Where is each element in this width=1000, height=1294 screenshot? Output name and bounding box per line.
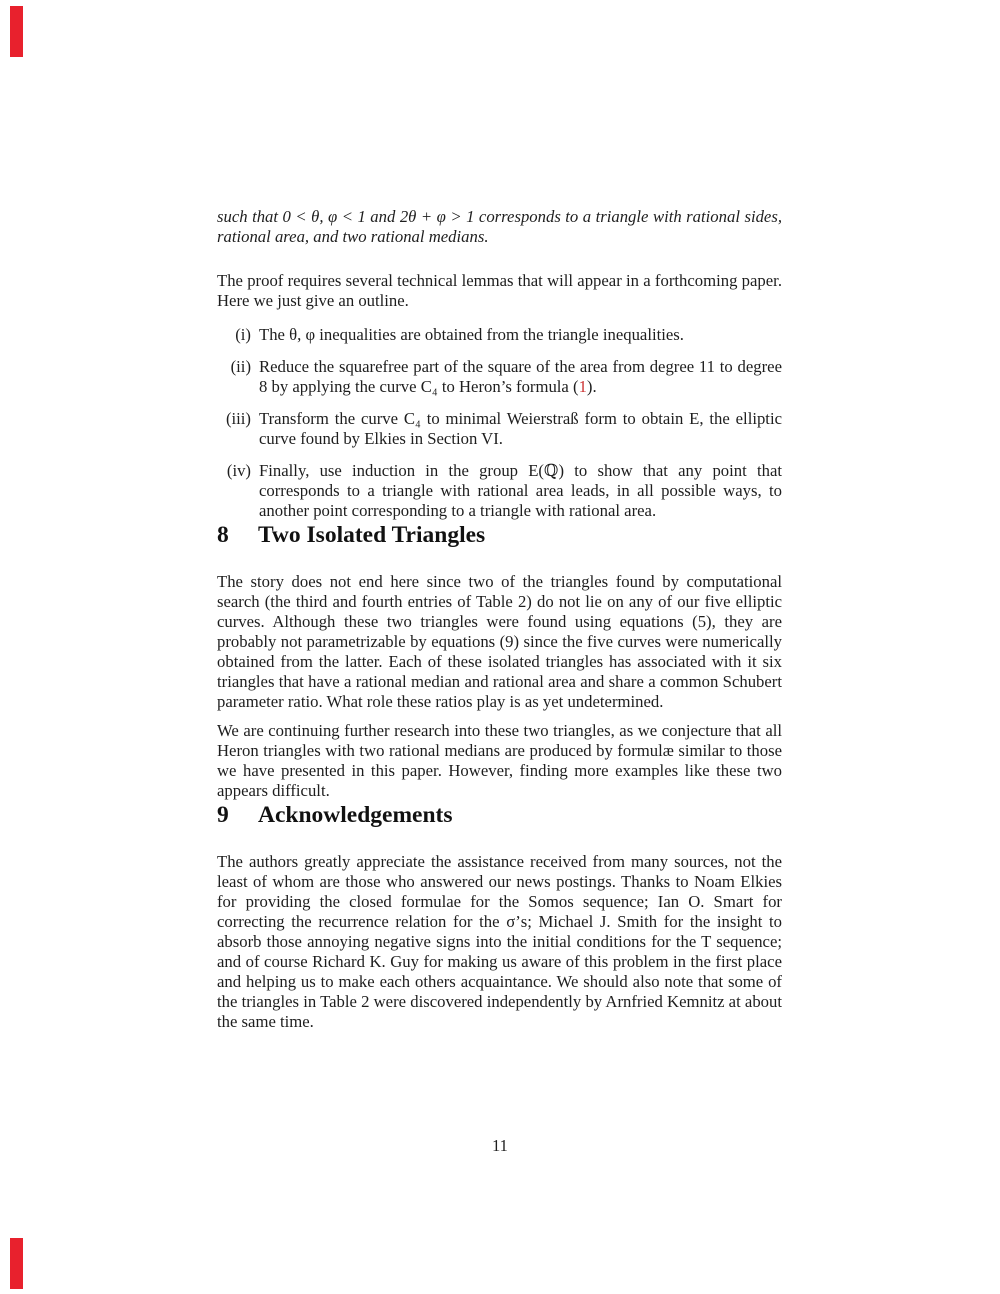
list-item-label: (iv) [226, 461, 251, 480]
list-item-text: Transform the curve C₄ to minimal Weierstraß form to obtain E, the elliptic curve found by Elkies in Section VI. [259, 409, 782, 448]
list-item-text-post: ). [586, 377, 597, 396]
acknowledgements-paragraph: The authors greatly appreciate the assistance received from many sources, not the least of whom are those who answered our news postings. Thanks to Noam Elkies for providing the closed formulae for the Somos sequence; Ian O. Smart for correcting the recurrence relation for the σ’s; Michael J. Smith for the insight to absorb those annoying negative signs into the initial conditions for the T sequence; and of course Richard K. Guy for making us aware of this problem in the first place and helping us to make each others acquaintance. We should also note that some of the triangles in Table 2 were discovered independently by Arnfried Kemnitz at about the same time. [217, 852, 782, 1031]
list-item-iv [217, 461, 782, 521]
list-item-text: The θ, φ inequalities are obtained from the triangle inequalities. [259, 325, 684, 344]
list-item-ii [217, 357, 782, 397]
section-number: 8 [217, 522, 229, 548]
list-item-i [217, 325, 782, 345]
section-number: 9 [217, 802, 229, 828]
red-edge-mark-bottom [10, 1238, 23, 1289]
list-item-text: Reduce the squarefree part of the square of the area from degree 11 to degree 8 by applying the curve C₄ to Heron’s formula ( [259, 357, 782, 396]
section8-paragraph-1: The story does not end here since two of the triangles found by computational search (the third and fourth entries of Table 2) do not lie on any of our five elliptic curves. Although these two triangles were found using equations (5), they are probably not parametrizable by equations (9) since the five curves were numerically obtained from the latter. Each of these isolated triangles has associated with it six triangles that have a rational median and rational area and share a common Schubert parameter ratio. What role these ratios play is as yet undetermined. [217, 572, 782, 711]
list-item-iii [217, 409, 782, 449]
section-heading-two-isolated-triangles [217, 521, 782, 549]
red-edge-mark-top [10, 6, 23, 57]
theorem-statement-italic: such that 0 < θ, φ < 1 and 2θ + φ > 1 corresponds to a triangle with rational sides, rational area, and two rational medians. [217, 207, 782, 246]
section-title: Two Isolated Triangles [258, 522, 486, 548]
proof-steps-list [217, 325, 782, 521]
section8-paragraph-2: We are continuing further research into these two triangles, as we conjecture that all Heron triangles with two rational medians are produced by formulæ similar to those we have presented in this paper. However, finding more examples like these two appears difficult. [217, 721, 782, 800]
list-item-label: (ii) [230, 357, 251, 376]
text-column [217, 207, 782, 1032]
proof-outline-paragraph: The proof requires several technical lemmas that will appear in a forthcoming paper. Here we just give an outline. [217, 271, 782, 310]
section-heading-acknowledgements [217, 801, 782, 829]
list-item-text: Finally, use induction in the group E(ℚ) to show that any point that corresponds to a triangle with rational area leads, in all possible ways, to another point corresponding to a triangle with rational area. [259, 461, 782, 520]
section-title: Acknowledgements [258, 802, 453, 828]
list-item-label: (iii) [225, 409, 251, 428]
page-number: 11 [492, 1136, 508, 1155]
list-item-label: (i) [235, 325, 251, 344]
equation-ref-link[interactable]: 1 [578, 377, 587, 396]
